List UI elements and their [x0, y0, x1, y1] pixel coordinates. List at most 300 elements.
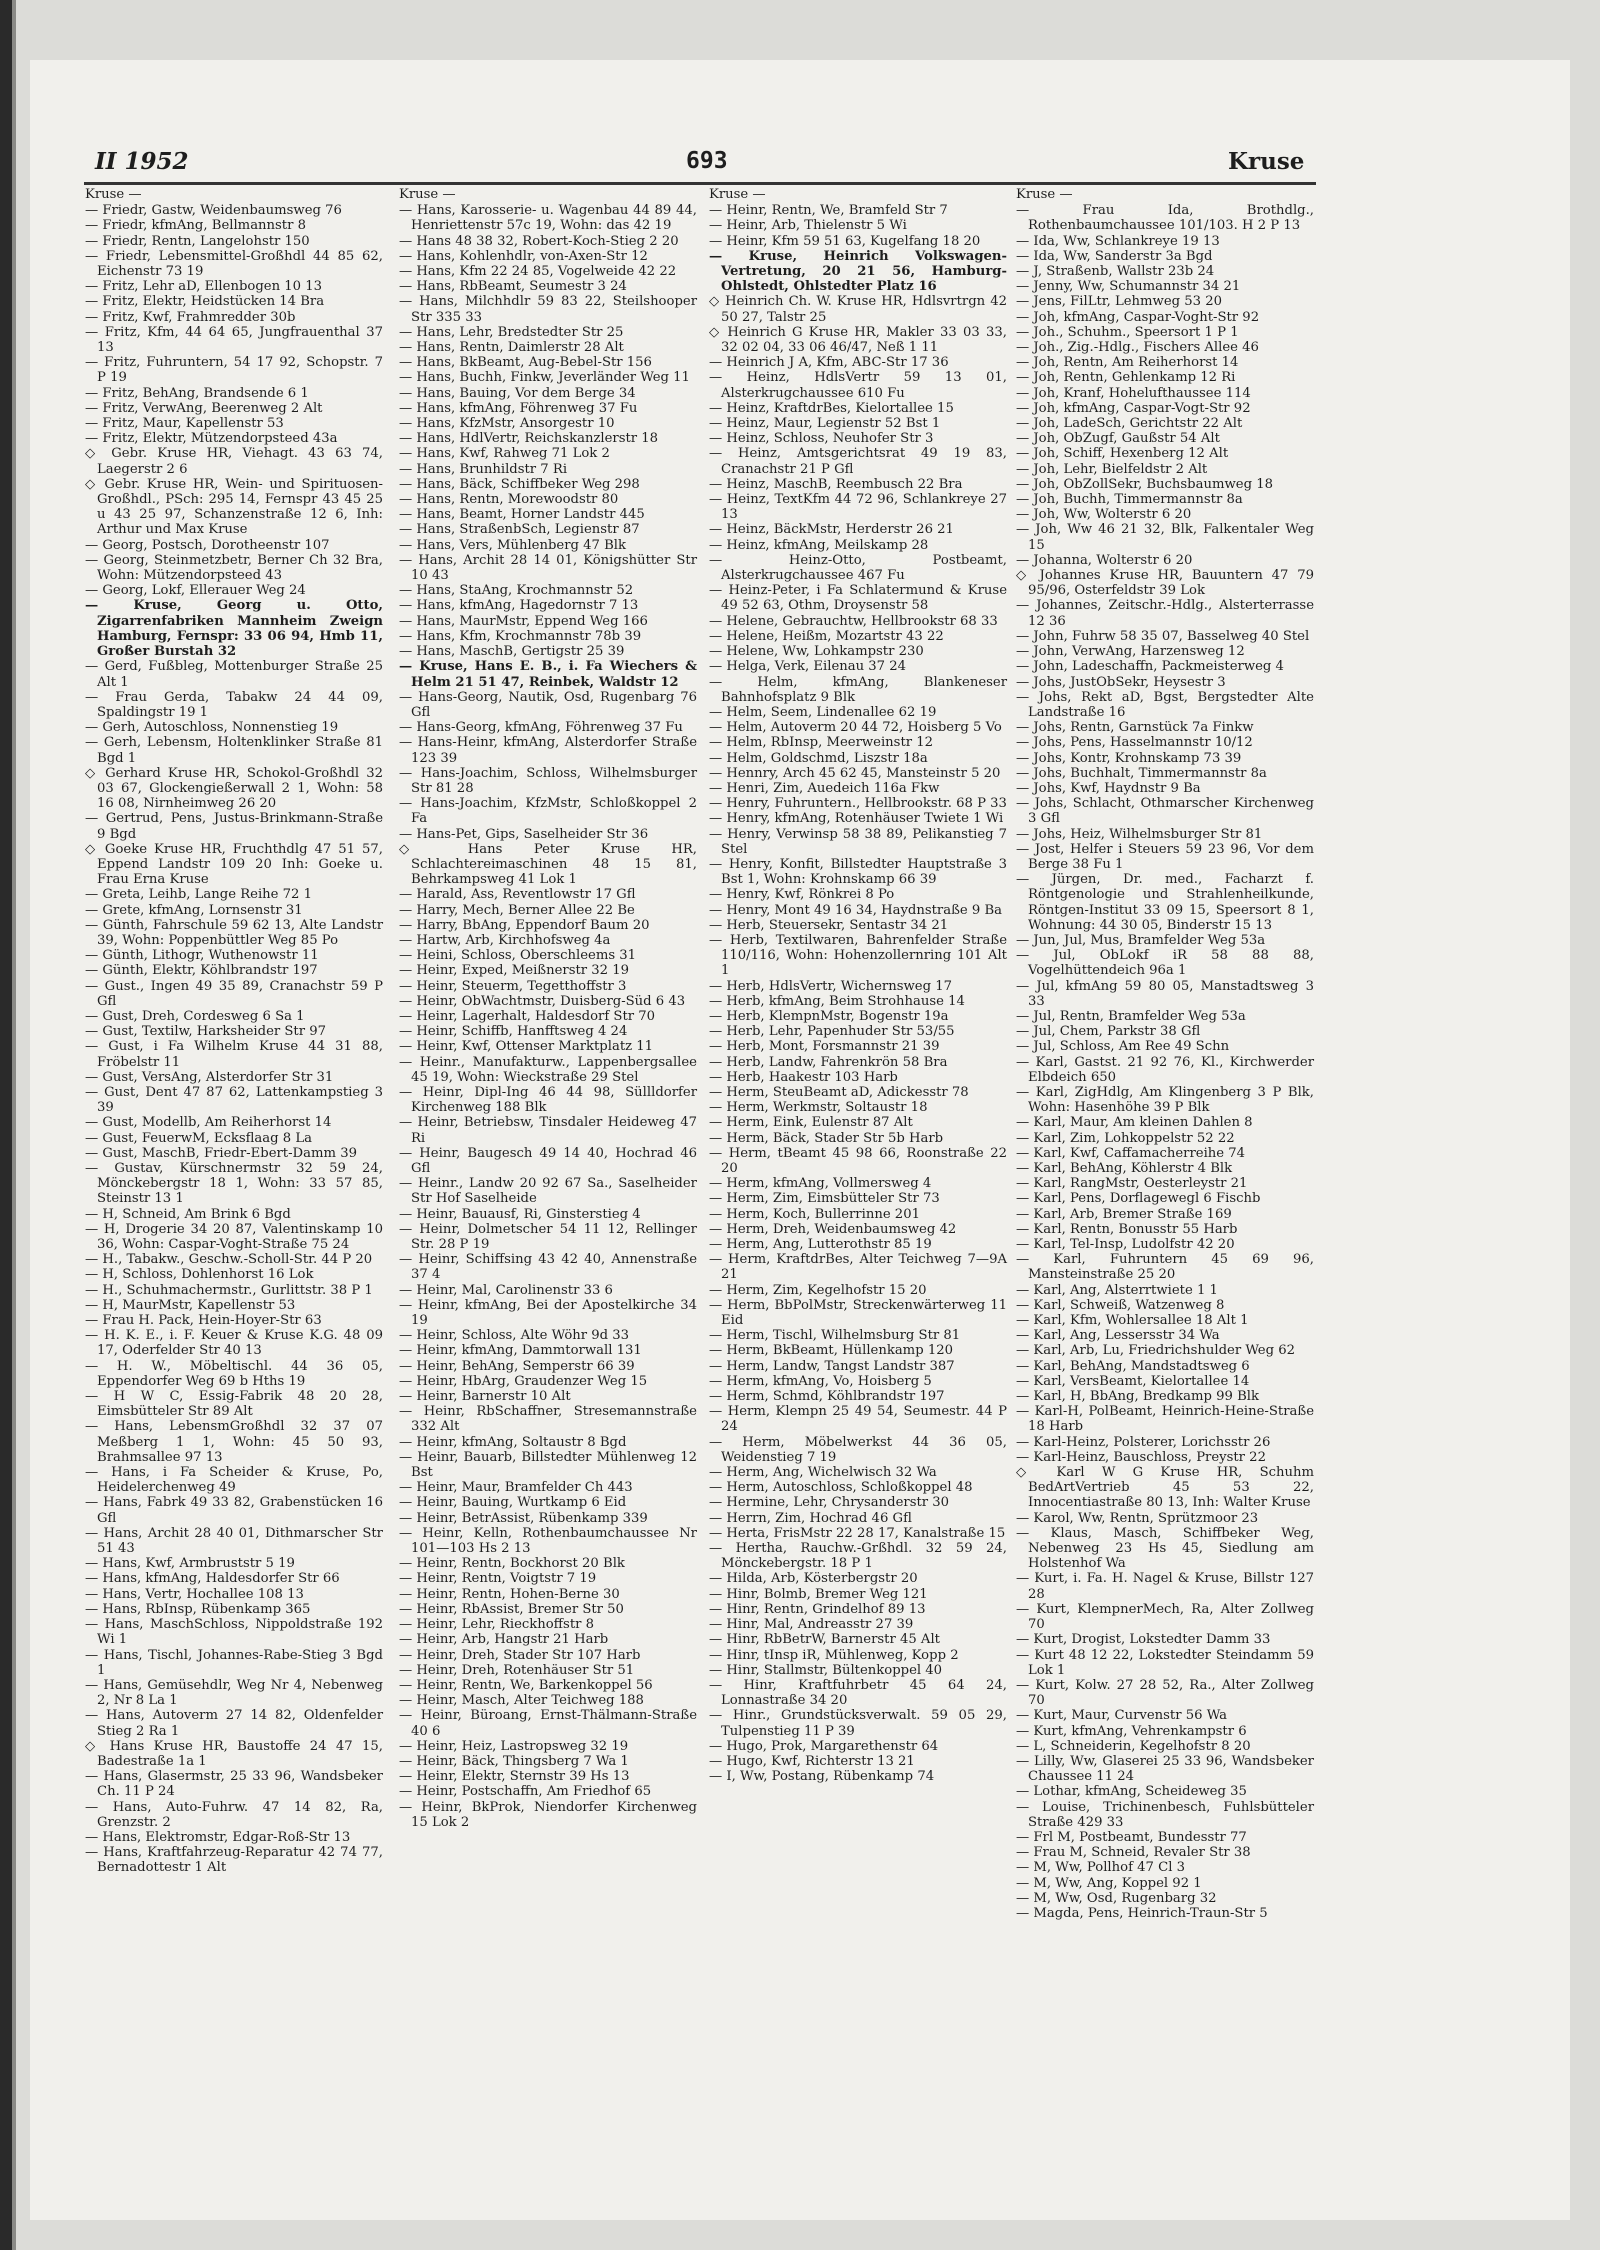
directory-entry: ◇ Heinrich G Kruse HR, Makler 33 03 33, 32 02 04, 33 06 46/47, Neß 1 11: [709, 324, 1007, 356]
directory-entry: — Gust, MaschB, Friedr-Ebert-Damm 39: [85, 1145, 357, 1161]
directory-entry: — Frau Ida, Brothdlg., Rothenbaumchaussee 101/103. H 2 P 13: [1016, 203, 1314, 234]
directory-entry: — Hans, Karosserie- u. Wagenbau 44 89 44, Henriettenstr 57c 19, Wohn: das 42 19: [399, 203, 697, 234]
directory-entry: — Heinr, Dreh, Stader Str 107 Harb: [399, 1647, 641, 1663]
directory-entry: — Hans, Brunhildstr 7 Ri: [399, 461, 568, 477]
page-header-surname: Kruse: [1228, 148, 1305, 175]
directory-entry: — Johs, Rentn, Garnstück 7a Finkw: [1016, 720, 1254, 736]
directory-entry: — Hans, i Fa Scheider & Kruse, Po, Heidelerchenweg 49: [85, 1465, 383, 1496]
directory-entry: — Kurt, KlempnerMech, Ra, Alter Zollweg 70: [1016, 1601, 1314, 1633]
directory-entry: — Johs, Schlacht, Othmarscher Kirchenweg 3 Gfl: [1016, 796, 1314, 827]
directory-entry: ◇ Goeke Kruse HR, Fruchthdlg 47 51 57, Eppend Landstr 109 20 Inh: Goeke u. Frau Erna Kruse: [85, 841, 383, 888]
directory-entry: — Fritz, VerwAng, Beerenweg 2 Alt: [85, 400, 323, 416]
directory-entry: — Herb, kfmAng, Beim Strohhause 14: [709, 993, 965, 1009]
directory-entry: — Herb, Mont, Forsmannstr 21 39: [709, 1039, 940, 1055]
directory-entry: — Helm, Autoverm 20 44 72, Hoisberg 5 Vo: [709, 720, 1002, 736]
directory-entry: ◇ Johannes Kruse HR, Bauuntern 47 79 95/96, Osterfeldstr 39 Lok: [1016, 568, 1314, 599]
header-rule: [84, 182, 1316, 185]
directory-entry: — Heinz, BäckMstr, Herderstr 26 21: [709, 522, 954, 538]
directory-entry: — Hans, MaschB, Gertigstr 25 39: [399, 644, 625, 660]
directory-entry: — Herm, Bäck, Stader Str 5b Harb: [709, 1130, 944, 1146]
directory-entry: ◇ Gebr. Kruse HR, Viehagt. 43 63 74, Laegerstr 2 6: [85, 446, 383, 477]
directory-entry: — Hinr, Bolmb, Bremer Weg 121: [709, 1586, 928, 1602]
column-3: [709, 187, 1007, 1784]
directory-entry: — Karl, ZigHdlg, Am Klingenberg 3 P Blk, Wohn: Hasenhöhe 39 P Blk: [1016, 1084, 1314, 1116]
directory-entry: — Gust, Modellb, Am Reiherhorst 14: [85, 1115, 332, 1131]
directory-entry: — Karl, VersBeamt, Kielortallee 14: [1016, 1373, 1250, 1389]
directory-entry: — Herm, Eink, Eulenstr 87 Alt: [709, 1115, 913, 1131]
directory-entry: — Kurt, i. Fa. H. Nagel & Kruse, Billstr 127 28: [1016, 1571, 1314, 1602]
directory-entry: — Herm, Schmd, Köhlbrandstr 197: [709, 1389, 945, 1405]
directory-entry: — Herm, Tischl, Wilhelmsburg Str 81: [709, 1328, 961, 1344]
directory-entry: — Hans 48 38 32, Robert-Koch-Stieg 2 20: [399, 233, 679, 249]
directory-entry: — Jens, FilLtr, Lehmweg 53 20: [1016, 294, 1223, 310]
directory-entry: — Hans, HdlVertr, Reichskanzlerstr 18: [399, 431, 659, 447]
directory-entry: — Frau Gerda, Tabakw 24 44 09, Spaldingstr 19 1: [85, 689, 383, 720]
directory-entry: — Gust., Ingen 49 35 89, Cranachstr 59 P Gfl: [85, 978, 383, 1009]
page-number: 693: [686, 148, 728, 174]
directory-entry: — Hans, Buchh, Finkw, Jeverländer Weg 11: [399, 370, 690, 386]
directory-entry: — Karl, Tel-Insp, Ludolfstr 42 20: [1016, 1237, 1235, 1253]
directory-entry: — Heinr, Rentn, We, Bramfeld Str 7: [709, 203, 948, 219]
directory-entry: — H., Schuhmachermstr., Gurlittstr. 38 P 1: [85, 1282, 373, 1298]
column-1: [85, 187, 383, 1876]
directory-entry: — Fritz, Elektr, Mützendorpsteed 43a: [85, 431, 338, 447]
directory-entry: — Heinr, Dipl-Ing 46 44 98, Süllldorfer Kirchenweg 188 Blk: [399, 1084, 697, 1116]
directory-entry: — Hans, kfmAng, Föhrenweg 37 Fu: [399, 400, 638, 416]
directory-entry: — Günth, Fahrschule 59 62 13, Alte Landstr 39, Wohn: Poppenbüttler Weg 85 Po: [85, 917, 383, 948]
directory-entry: — Heinr, Schiffsing 43 42 40, Annenstraße 37 4: [399, 1252, 697, 1283]
directory-entry: — Hans, Rentn, Morewoodstr 80: [399, 492, 619, 508]
directory-entry: — Hertha, Rauchw.-Grßhdl. 32 59 24, Mönckebergstr. 18 P 1: [709, 1541, 1007, 1572]
directory-entry: — Heinr, kfmAng, Dammtorwall 131: [399, 1343, 642, 1359]
directory-entry: — Joh, kfmAng, Caspar-Vogt-Str 92: [1016, 400, 1251, 416]
directory-entry: — Jost, Helfer i Steuers 59 23 96, Vor dem Berge 38 Fu 1: [1016, 841, 1314, 872]
directory-entry: — Hans, KfzMstr, Ansorgestr 10: [399, 416, 615, 432]
column-head: Kruse —: [1016, 187, 1073, 202]
directory-entry: — Joh., Zig.-Hdlg., Fischers Allee 46: [1016, 340, 1259, 356]
directory-entry: — Heini, Schloss, Oberschleems 31: [399, 948, 637, 964]
directory-entry: — Joh, ObZollSekr, Buchsbaumweg 18: [1016, 476, 1273, 492]
directory-entry: ◇ Karl W G Kruse HR, Schuhm BedArtVertrieb 45 53 22, Innocentiastraße 80 13, Inh: Walter Kruse: [1016, 1465, 1314, 1511]
directory-entry: — Heinr, BkProk, Niendorfer Kirchenweg 15 Lok 2: [399, 1799, 697, 1830]
directory-entry: — Herm, Klempn 25 49 54, Seumestr. 44 P 24: [709, 1404, 1007, 1435]
directory-entry: — Heinr, Bauarb, Billstedter Mühlenweg 12 Bst: [399, 1449, 697, 1481]
directory-entry: — Hans, StraßenbSch, Legienstr 87: [399, 522, 640, 538]
directory-entry: — Henry, Konfit, Billstedter Hauptstraße 3 Bst 1, Wohn: Krohnskamp 66 39: [709, 856, 1007, 888]
scan-edge-dark: [0, 0, 12, 2250]
directory-entry: — Heinz, TextKfm 44 72 96, Schlankreye 27 13: [709, 492, 1007, 523]
directory-entry: — Grete, kfmAng, Lornsenstr 31: [85, 902, 303, 918]
directory-entry: — Hans, Tischl, Johannes-Rabe-Stieg 3 Bgd 1: [85, 1647, 383, 1678]
directory-entry: — Heinr, Kfm 59 51 63, Kugelfang 18 20: [709, 233, 981, 249]
directory-entry: — Heinr, Postschaffn, Am Friedhof 65: [399, 1784, 652, 1800]
directory-entry: — Heinr, kfmAng, Bei der Apostelkirche 34 19: [399, 1297, 697, 1329]
directory-entry: ◇ Gebr. Kruse HR, Wein- und Spirituosen-Großhdl., PSch: 295 14, Fernspr 43 45 25 u 43 25 97, Schanzenstraße 12 6, Inh: Arthur und Max Kruse: [85, 476, 383, 538]
directory-entry: — Jul, Rentn, Bramfelder Weg 53a: [1016, 1008, 1246, 1024]
directory-entry: — Heinr, Exped, Meißnerstr 32 19: [399, 963, 630, 979]
directory-entry: — Fritz, BehAng, Brandsende 6 1: [85, 385, 309, 401]
directory-entry: — H, Drogerie 34 20 87, Valentinskamp 10 36, Wohn: Caspar-Voght-Straße 75 24: [85, 1221, 383, 1253]
directory-entry: — Heinz, MaschB, Reembusch 22 Bra: [709, 476, 963, 492]
directory-entry: — Heinz, KraftdrBes, Kielortallee 15: [709, 400, 954, 416]
directory-entry: — Heinr, Kwf, Ottenser Marktplatz 11: [399, 1039, 654, 1055]
directory-entry: — Gerh, Lebensm, Holtenklinker Straße 81 Bgd 1: [85, 735, 383, 766]
directory-entry: — Joh., Schuhm., Speersort 1 P 1: [1016, 324, 1239, 340]
directory-entry: — Gerh, Autoschloss, Nonnenstieg 19: [85, 720, 339, 736]
directory-entry: — Fritz, Lehr aD, Ellenbogen 10 13: [85, 279, 323, 295]
directory-entry: — Karl, Ang, Alsterrtwiete 1 1: [1016, 1282, 1218, 1298]
directory-entry: — Günth, Elektr, Köhlbrandstr 197: [85, 963, 318, 979]
directory-entry: — Heinz, kfmAng, Meilskamp 28: [709, 537, 929, 553]
directory-entry: — Friedr, Lebensmittel-Großhdl 44 85 62, Eichenstr 73 19: [85, 248, 383, 280]
directory-entry: — Hans, StaAng, Krochmannstr 52: [399, 583, 634, 599]
directory-entry: — Heinr, Lagerhalt, Haldesdorf Str 70: [399, 1008, 656, 1024]
directory-entry: — Joh, Rentn, Am Reiherhorst 14: [1016, 355, 1239, 371]
directory-entry: — Hans, Kwf, Rahweg 71 Lok 2: [399, 446, 610, 462]
directory-entry: — Heinr, RbSchaffner, Stresemannstraße 332 Alt: [399, 1404, 697, 1435]
directory-entry: — Frl M, Postbeamt, Bundesstr 77: [1016, 1829, 1247, 1845]
directory-entry: — Karl, Zim, Lohkoppelstr 52 22: [1016, 1130, 1235, 1146]
directory-entry: — Friedr, Gastw, Weidenbaumsweg 76: [85, 203, 342, 219]
directory-entry: — Heinr, Rentn, We, Barkenkoppel 56: [399, 1677, 653, 1693]
directory-entry: — M, Ww, Ang, Koppel 92 1: [1016, 1875, 1202, 1891]
directory-entry: — Karl, Kfm, Wohlersallee 18 Alt 1: [1016, 1313, 1249, 1329]
directory-entry: — Hans, kfmAng, Haldesdorfer Str 66: [85, 1571, 340, 1587]
directory-entry: — Lilly, Ww, Glaserei 25 33 96, Wandsbeker Chaussee 11 24: [1016, 1753, 1314, 1785]
directory-entry: — Hans, Kfm 22 24 85, Vogelweide 42 22: [399, 264, 677, 280]
directory-entry: — J, Straßenb, Wallstr 23b 24: [1016, 264, 1215, 280]
directory-entry: — Gerd, Fußbleg, Mottenburger Straße 25 Alt 1: [85, 659, 383, 690]
directory-entry: — Harry, Mech, Berner Allee 22 Be: [399, 902, 635, 918]
directory-entry: — Heinr, Rentn, Bockhorst 20 Blk: [399, 1556, 625, 1572]
directory-entry: — Joh, Ww 46 21 32, Blk, Falkentaler Weg 15: [1016, 522, 1314, 553]
directory-entry: — Karl, Kwf, Caffamacherreihe 74: [1016, 1145, 1246, 1161]
directory-entry: — Harald, Ass, Reventlowstr 17 Gfl: [399, 887, 636, 903]
directory-entry: — Harry, BbAng, Eppendorf Baum 20: [399, 917, 650, 933]
directory-entry: — Herm, Zim, Kegelhofstr 15 20: [709, 1282, 927, 1298]
directory-entry: — Karl, Arb, Bremer Straße 169: [1016, 1206, 1232, 1222]
directory-entry: — Fritz, Kwf, Frahmredder 30b: [85, 309, 296, 325]
directory-entry: — Heinr, Masch, Alter Teichweg 188: [399, 1693, 644, 1709]
directory-entry: — Herm, tBeamt 45 98 66, Roonstraße 22 20: [709, 1145, 1007, 1176]
directory-entry: — Johs, Rekt aD, Bgst, Bergstedter Alte Landstraße 16: [1016, 689, 1314, 720]
directory-entry: — Heinr, Lehr, Rieckhoffstr 8: [399, 1617, 595, 1633]
directory-entry: — Heinr, RbAssist, Bremer Str 50: [399, 1601, 624, 1617]
directory-entry: — Joh, Buchh, Timmermannstr 8a: [1016, 492, 1243, 508]
scan-edge-shadow: [12, 0, 16, 2250]
directory-entry: — Heinz, HdlsVertr 59 13 01, Alsterkrugchaussee 610 Fu: [709, 370, 1007, 401]
directory-entry: — Kurt, Maur, Curvenstr 56 Wa: [1016, 1708, 1227, 1724]
directory-entry: — Heinr, Bauausf, Ri, Ginsterstieg 4: [399, 1206, 641, 1222]
directory-entry: — Hans-Joachim, Schloss, Wilhelmsburger Str 81 28: [399, 765, 697, 796]
directory-entry: — Heinz, Maur, Legienstr 52 Bst 1: [709, 416, 941, 432]
directory-entry: — Heinz, Amtsgerichtsrat 49 19 83, Cranachstr 21 P Gfl: [709, 446, 1007, 477]
directory-entry: — Hans, Bäck, Schiffbeker Weg 298: [399, 476, 640, 492]
directory-entry: — Heinr, Büroang, Ernst-Thälmann-Straße 40 6: [399, 1708, 697, 1739]
directory-entry: — Hugo, Prok, Margarethenstr 64: [709, 1738, 939, 1754]
directory-entry: — Heinr, Betriebsw, Tinsdaler Heideweg 47 Ri: [399, 1115, 697, 1146]
directory-entry: — Johs, Kwf, Haydnstr 9 Ba: [1016, 780, 1201, 796]
directory-entry: — Herb, HdlsVertr, Wichernsweg 17: [709, 978, 952, 994]
directory-entry: — Hans, Lehr, Bredstedter Str 25: [399, 324, 624, 340]
directory-entry: — Karl, Ang, Lessersstr 34 Wa: [1016, 1328, 1220, 1344]
directory-entry: — Hans, Kraftfahrzeug-Reparatur 42 74 77, Bernadottestr 1 Alt: [85, 1845, 383, 1876]
directory-entry: — Henry, Mont 49 16 34, Haydnstraße 9 Ba: [709, 902, 1003, 918]
directory-entry: — Hans, kfmAng, Hagedornstr 7 13: [399, 598, 639, 614]
column-4: [1016, 187, 1314, 1921]
directory-entry: — Herm, KraftdrBes, Alter Teichweg 7—9A 21: [709, 1252, 1007, 1283]
directory-entry: — Hans, Fabrk 49 33 82, Grabenstücken 16 Gfl: [85, 1495, 383, 1526]
directory-entry: — H, Schloss, Dohlenhorst 16 Lok: [85, 1267, 314, 1283]
directory-entry: — I, Ww, Postang, Rübenkamp 74: [709, 1769, 935, 1785]
directory-entry: — Karl, Schweiß, Watzenweg 8: [1016, 1297, 1225, 1313]
directory-entry: — Heinr, Barnerstr 10 Alt: [399, 1389, 571, 1405]
directory-entry: — Hinr, tInsp iR, Mühlenweg, Kopp 2: [709, 1647, 959, 1663]
directory-entry: — Joh, Lehr, Bielfeldstr 2 Alt: [1016, 461, 1208, 477]
directory-entry: — Johs, Kontr, Krohnskamp 73 39: [1016, 750, 1242, 766]
directory-entry: — Heinr, Arb, Thielenstr 5 Wi: [709, 218, 907, 234]
directory-entry: — Heinrich J A, Kfm, ABC-Str 17 36: [709, 355, 949, 371]
directory-entry: — Heinr, ObWachtmstr, Duisberg-Süd 6 43: [399, 993, 686, 1009]
directory-entry: — Karl-Heinz, Bauschloss, Preystr 22: [1016, 1449, 1266, 1465]
directory-entry: — Hinr, RbBetrW, Barnerstr 45 Alt: [709, 1632, 940, 1648]
directory-entry: — Joh, Schiff, Hexenberg 12 Alt: [1016, 446, 1229, 462]
directory-entry: — H, Schneid, Am Brink 6 Bgd: [85, 1206, 291, 1222]
directory-entry: — Jul, Chem, Parkstr 38 Gfl: [1016, 1024, 1201, 1040]
directory-entry: — Hans, RbInsp, Rübenkamp 365: [85, 1601, 311, 1617]
directory-entry: — Hermine, Lehr, Chrysanderstr 30: [709, 1495, 950, 1511]
directory-entry: — Johs, Heiz, Wilhelmsburger Str 81: [1016, 826, 1263, 842]
directory-entry: — Herm, kfmAng, Vollmersweg 4: [709, 1176, 932, 1192]
directory-entry: — Hans, Autoverm 27 14 82, Oldenfelder Stieg 2 Ra 1: [85, 1708, 383, 1739]
directory-entry: — Gustav, Kürschnermstr 32 59 24, Mönckebergstr 18 1, Wohn: 33 57 85, Steinstr 13 1: [85, 1161, 383, 1207]
directory-entry: — Hans, Archit 28 14 01, Königshütter Str 10 43: [399, 552, 697, 584]
directory-entry: — Heinz-Otto, Postbeamt, Alsterkrugchaussee 467 Fu: [709, 552, 1007, 584]
directory-entry: — John, Fuhrw 58 35 07, Basselweg 40 Stel: [1016, 628, 1310, 644]
directory-entry: — H. W., Möbeltischl. 44 36 05, Eppendorfer Weg 69 b Hths 19: [85, 1358, 383, 1389]
page-header-volume: II 1952: [95, 148, 189, 175]
directory-entry: — Herm, Zim, Eimsbütteler Str 73: [709, 1191, 940, 1207]
directory-entry: — H., Tabakw., Geschw.-Scholl-Str. 44 P 20: [85, 1252, 373, 1268]
directory-entry: — Herm, BkBeamt, Hüllenkamp 120: [709, 1343, 953, 1359]
directory-entry: — Heinr., Landw 20 92 67 Sa., Saselheider Str Hof Saselheide: [399, 1176, 697, 1207]
directory-entry: — Hennry, Arch 45 62 45, Mansteinstr 5 20: [709, 765, 1001, 781]
directory-entry: — Heinr, Dolmetscher 54 11 12, Rellinger Str. 28 P 19: [399, 1221, 697, 1253]
directory-entry: — Helene, Ww, Lohkampstr 230: [709, 644, 924, 660]
directory-entry: — Fritz, Kfm, 44 64 65, Jungfrauenthal 37 13: [85, 324, 383, 356]
directory-entry: — Heinr., Manufakturw., Lappenbergsallee 45 19, Wohn: Wieckstraße 29 Stel: [399, 1054, 697, 1085]
directory-entry: — Friedr, Rentn, Langelohstr 150: [85, 233, 310, 249]
directory-entry: — Hans-Heinr, kfmAng, Alsterdorfer Straße 123 39: [399, 735, 697, 766]
directory-entry: — Hans, Rentn, Daimlerstr 28 Alt: [399, 340, 624, 356]
directory-entry: — Heinr, Kelln, Rothenbaumchaussee Nr 101—103 Hs 2 13: [399, 1525, 697, 1557]
directory-entry: — Johs, JustObSekr, Heysestr 3: [1016, 674, 1226, 690]
directory-entry: — Helm, RbInsp, Meerweinstr 12: [709, 735, 934, 751]
directory-entry: — Hans, MaurMstr, Eppend Weg 166: [399, 613, 648, 629]
directory-entry: — Karl, BehAng, Mandstadtsweg 6: [1016, 1358, 1250, 1374]
directory-entry: — Herm, Möbelwerkst 44 36 05, Weidenstieg 7 19: [709, 1434, 1007, 1465]
directory-entry: — Henry, Verwinsp 58 38 89, Pelikanstieg 7 Stel: [709, 826, 1007, 857]
directory-entry: — Heinr, Bäck, Thingsberg 7 Wa 1: [399, 1753, 629, 1769]
directory-entry: — Kurt, kfmAng, Vehrenkampstr 6: [1016, 1723, 1247, 1739]
directory-entry: — Heinr, Baugesch 49 14 40, Hochrad 46 Gfl: [399, 1145, 697, 1176]
directory-entry: — Magda, Pens, Heinrich-Traun-Str 5: [1016, 1905, 1268, 1921]
column-2: [399, 187, 697, 1830]
directory-entry: — Hans, Vertr, Hochallee 108 13: [85, 1586, 304, 1602]
directory-entry: — Heinz-Peter, i Fa Schlatermund & Kruse 49 52 63, Othm, Droysenstr 58: [709, 583, 1007, 614]
directory-entry: — Frau H. Pack, Hein-Hoyer-Str 63: [85, 1313, 322, 1329]
directory-entry: — Lothar, kfmAng, Scheideweg 35: [1016, 1784, 1247, 1800]
directory-entry: — Helene, Heißm, Mozartstr 43 22: [709, 628, 944, 644]
directory-entry: — Heinr, kfmAng, Soltaustr 8 Bgd: [399, 1434, 627, 1450]
directory-entry: — Herm, Dreh, Weidenbaumsweg 42: [709, 1221, 957, 1237]
directory-entry: — Ida, Ww, Schlankreye 19 13: [1016, 233, 1220, 249]
directory-entry: — Hans, Elektromstr, Edgar-Roß-Str 13: [85, 1829, 351, 1845]
directory-entry: — Henry, kfmAng, Rotenhäuser Twiete 1 Wi: [709, 811, 1004, 827]
directory-entry: — Louise, Trichinenbesch, Fuhlsbütteler Straße 429 33: [1016, 1799, 1314, 1830]
directory-entry: — Herm, Koch, Bullerrinne 201: [709, 1206, 920, 1222]
directory-entry: — Hinr, Kraftfuhrbetr 45 64 24, Lonnastraße 34 20: [709, 1677, 1007, 1709]
directory-entry: ◇ Hans Kruse HR, Baustoffe 24 47 15, Badestraße 1a 1: [85, 1738, 383, 1769]
directory-entry: — Fritz, Fuhruntern, 54 17 92, Schopstr. 7 P 19: [85, 355, 383, 386]
directory-entry: — H. K. E., i. F. Keuer & Kruse K.G. 48 09 17, Oderfelder Str 40 13: [85, 1328, 383, 1359]
directory-entry: — Heinr, BetrAssist, Rübenkamp 339: [399, 1510, 648, 1526]
directory-entry: — Joh, Ww, Wolterstr 6 20: [1016, 507, 1192, 523]
directory-entry: — Jun, Jul, Mus, Bramfelder Weg 53a: [1016, 932, 1266, 948]
directory-entry: — Johs, Pens, Hasselmannstr 10/12: [1016, 735, 1253, 751]
directory-entry: — Jul, kfmAng 59 80 05, Manstadtsweg 3 33: [1016, 978, 1314, 1009]
directory-entry: — Helm, Seem, Lindenallee 62 19: [709, 704, 937, 720]
directory-entry: — Herb, Haakestr 103 Harb: [709, 1069, 898, 1085]
directory-entry: — Hans-Joachim, KfzMstr, Schloßkoppel 2 Fa: [399, 796, 697, 827]
directory-entry: — Joh, Rentn, Gehlenkamp 12 Ri: [1016, 370, 1236, 386]
directory-entry: — H, MaurMstr, Kapellenstr 53: [85, 1297, 296, 1313]
directory-entry: — Kruse, Hans E. B., i. Fa Wiechers & Helm 21 51 47, Reinbek, Waldstr 12: [399, 659, 697, 690]
directory-entry: — Herm, BbPolMstr, Streckenwärterweg 11 Eid: [709, 1297, 1007, 1329]
directory-entry: — Karl-Heinz, Polsterer, Lorichsstr 26: [1016, 1434, 1271, 1450]
directory-entry: — Jul, ObLokf iR 58 88 88, Vogelhüttendeich 96a 1: [1016, 948, 1314, 979]
directory-entry: — Herm, Ang, Lutterothstr 85 19: [709, 1237, 932, 1253]
directory-entry: — Karl, BehAng, Köhlerstr 4 Blk: [1016, 1161, 1233, 1176]
directory-entry: — Hans, Kfm, Krochmannstr 78b 39: [399, 628, 642, 644]
directory-entry: — Fritz, Maur, Kapellenstr 53: [85, 416, 284, 432]
directory-entry: — Johannes, Zeitschr.-Hdlg., Alsterterrasse 12 36: [1016, 598, 1314, 629]
directory-entry: — Hans, Beamt, Horner Landstr 445: [399, 507, 645, 523]
directory-entry: — Henri, Zim, Auedeich 116a Fkw: [709, 780, 940, 796]
directory-entry: ◇ Heinrich Ch. W. Kruse HR, Hdlsvrtrgn 42 50 27, Talstr 25: [709, 294, 1007, 325]
directory-entry: — Hans, Archit 28 40 01, Dithmarscher Str 51 43: [85, 1525, 383, 1557]
directory-entry: — Karl, Fuhruntern 45 69 96, Mansteinstraße 25 20: [1016, 1252, 1314, 1283]
directory-entry: — Joh, Kranf, Hohelufthaussee 114: [1016, 385, 1251, 401]
directory-entry: — Heinz, Schloss, Neuhofer Str 3: [709, 431, 934, 447]
directory-entry: — Karl-H, PolBeamt, Heinrich-Heine-Straße 18 Harb: [1016, 1404, 1314, 1435]
directory-entry: — Georg, Steinmetzbetr, Berner Ch 32 Bra, Wohn: Mützendorpsteed 43: [85, 552, 383, 584]
directory-entry: — Herb, KlempnMstr, Bogenstr 19a: [709, 1008, 949, 1024]
directory-entry: — Johs, Buchhalt, Timmermannstr 8a: [1016, 765, 1267, 781]
directory-entry: — Ida, Ww, Sanderstr 3a Bgd: [1016, 248, 1213, 264]
directory-entry: — Joh, ObZugf, Gaußstr 54 Alt: [1016, 431, 1220, 447]
directory-entry: — Heinr, HbArg, Graudenzer Weg 15: [399, 1373, 648, 1389]
directory-entry: — Hinr, Mal, Andreasstr 27 39: [709, 1617, 914, 1633]
directory-entry: — Gertrud, Pens, Justus-Brinkmann-Straße 9 Bgd: [85, 811, 383, 842]
directory-entry: — Heinr, Rentn, Voigtstr 7 19: [399, 1571, 597, 1587]
directory-entry: — Helm, Goldschmd, Liszstr 18a: [709, 750, 928, 766]
directory-entry: — Karl, RangMstr, Oesterleystr 21: [1016, 1176, 1248, 1192]
column-head: Kruse —: [85, 187, 142, 202]
directory-entry: — Heinr, Rentn, Hohen-Berne 30: [399, 1586, 620, 1602]
directory-entry: — Frau M, Schneid, Revaler Str 38: [1016, 1845, 1251, 1861]
directory-entry: — Klaus, Masch, Schiffbeker Weg, Nebenweg 23 Hs 45, Siedlung am Holstenhof Wa: [1016, 1525, 1314, 1572]
directory-entry: — Herb, Lehr, Papenhuder Str 53/55: [709, 1024, 955, 1040]
directory-entry: — Gust, Dent 47 87 62, Lattenkampstieg 3 39: [85, 1084, 383, 1116]
directory-entry: — Herb, Textilwaren, Bahrenfelder Straße 110/116, Wohn: Hohenzollernring 101 Alt 1: [709, 932, 1007, 979]
directory-entry: — John, VerwAng, Harzensweg 12: [1016, 644, 1245, 660]
directory-entry: — Heinr, Arb, Hangstr 21 Harb: [399, 1632, 609, 1648]
directory-entry: — Hans-Georg, kfmAng, Föhrenweg 37 Fu: [399, 720, 683, 736]
directory-entry: — Henry, Fuhruntern., Hellbrookstr. 68 P 33: [709, 796, 1007, 812]
directory-entry: — Hans, Auto-Fuhrw. 47 14 82, Ra, Grenzstr. 2: [85, 1799, 383, 1830]
directory-entry: — Joh, kfmAng, Caspar-Voght-Str 92: [1016, 309, 1260, 325]
directory-entry: — H W C, Essig-Fabrik 48 20 28, Eimsbütteler Str 89 Alt: [85, 1389, 383, 1420]
directory-entry: — Hans-Pet, Gips, Saselheider Str 36: [399, 826, 649, 842]
directory-entry: — Herm, Autoschloss, Schloßkoppel 48: [709, 1480, 973, 1496]
directory-entry: — Heinr, Steuerm, Tegetthoffstr 3: [399, 978, 627, 994]
directory-entry: — Jul, Schloss, Am Ree 49 Schn: [1016, 1039, 1230, 1055]
directory-entry: — Helm, kfmAng, Blankeneser Bahnhofsplatz 9 Blk: [709, 674, 1007, 705]
directory-entry: — Heinr, Maur, Bramfelder Ch 443: [399, 1480, 633, 1496]
directory-entry: — Hans, Kwf, Armbruststr 5 19: [85, 1556, 295, 1572]
directory-entry: — Karl, Gastst. 21 92 76, Kl., Kirchwerder Elbdeich 650: [1016, 1054, 1314, 1085]
directory-entry: ◇ Gerhard Kruse HR, Schokol-Großhdl 32 03 67, Glockengießerwall 2 1, Wohn: 58 16 08, Nirnheimweg 26 20: [85, 765, 383, 812]
directory-entry: — Heinr, Dreh, Rotenhäuser Str 51: [399, 1662, 635, 1678]
directory-entry: — Hartw, Arb, Kirchhofsweg 4a: [399, 932, 611, 948]
directory-entry: — Jenny, Ww, Schumannstr 34 21: [1016, 279, 1241, 295]
directory-entry: — Heinr, Bauing, Wurtkamp 6 Eid: [399, 1495, 627, 1511]
directory-entry: — Herb, Landw, Fahrenkrön 58 Bra: [709, 1054, 948, 1070]
directory-entry: — Jürgen, Dr. med., Facharzt f. Röntgenologie und Strahlenheilkunde, Röntgen-Institut 33 09 15, Speersort 8 1, Wohnung: 44 30 05, Binderstr 15 13: [1016, 872, 1314, 933]
directory-entry: — Hans, LebensmGroßhdl 32 37 07 Meßberg 1 1, Wohn: 45 50 93, Brahmsallee 97 13: [85, 1419, 383, 1465]
directory-entry: — Gust, Textilw, Harksheider Str 97: [85, 1024, 327, 1040]
directory-entry: — Joh, LadeSch, Gerichtstr 22 Alt: [1016, 416, 1243, 432]
directory-entry: — Herb, Steuersekr, Sentastr 34 21: [709, 917, 949, 933]
directory-entry: — Heinr, BehAng, Semperstr 66 39: [399, 1358, 635, 1374]
directory-entry: — Hinr., Grundstücksverwalt. 59 05 29, Tulpenstieg 11 P 39: [709, 1708, 1007, 1739]
directory-entry: — Kurt, Drogist, Lokstedter Damm 33: [1016, 1632, 1271, 1648]
directory-entry: — Kurt 48 12 22, Lokstedter Steindamm 59 Lok 1: [1016, 1647, 1314, 1678]
directory-entry: — Gust, i Fa Wilhelm Kruse 44 31 88, Fröbelstr 11: [85, 1039, 383, 1070]
directory-entry: — Hilda, Arb, Kösterbergstr 20: [709, 1571, 918, 1587]
directory-entry: — Heinr, Schloss, Alte Wöhr 9d 33: [399, 1328, 630, 1344]
directory-entry: — Johanna, Wolterstr 6 20: [1016, 552, 1193, 568]
column-head: Kruse —: [399, 187, 456, 202]
directory-entry: — Greta, Leihb, Lange Reihe 72 1: [85, 887, 313, 903]
directory-entry: — Gust, VersAng, Alsterdorfer Str 31: [85, 1069, 334, 1085]
directory-entry: — Hans, Milchhdlr 59 83 22, Steilshooper Str 335 33: [399, 294, 697, 325]
directory-entry: — M, Ww, Pollhof 47 Cl 3: [1016, 1860, 1186, 1876]
directory-entry: — Hans, RbBeamt, Seumestr 3 24: [399, 279, 627, 295]
directory-entry: — Herm, kfmAng, Vo, Hoisberg 5: [709, 1373, 932, 1389]
directory-entry: — Helene, Gebrauchtw, Hellbrookstr 68 33: [709, 613, 998, 629]
directory-entry: — Kurt, Kolw. 27 28 52, Ra., Alter Zollweg 70: [1016, 1677, 1314, 1709]
directory-entry: — Hans, Vers, Mühlenberg 47 Blk: [399, 537, 627, 553]
directory-entry: — M, Ww, Osd, Rugenbarg 32: [1016, 1890, 1217, 1906]
directory-entry: — Kruse, Heinrich Volkswagen-Vertretung, 20 21 56, Hamburg-Ohlstedt, Ohlstedter Platz 16: [709, 248, 1007, 295]
directory-entry: — Herm, Landw, Tangst Landstr 387: [709, 1358, 955, 1374]
directory-entry: — Hans, Bauing, Vor dem Berge 34: [399, 385, 636, 401]
directory-entry: — Karl, Maur, Am kleinen Dahlen 8: [1016, 1115, 1253, 1131]
directory-entry: — Gust, FeuerwM, Ecksflaag 8 La: [85, 1130, 312, 1146]
directory-entry: ◇ Hans Peter Kruse HR, Schlachtereimaschinen 48 15 81, Behrkampsweg 41 Lok 1: [399, 841, 697, 888]
